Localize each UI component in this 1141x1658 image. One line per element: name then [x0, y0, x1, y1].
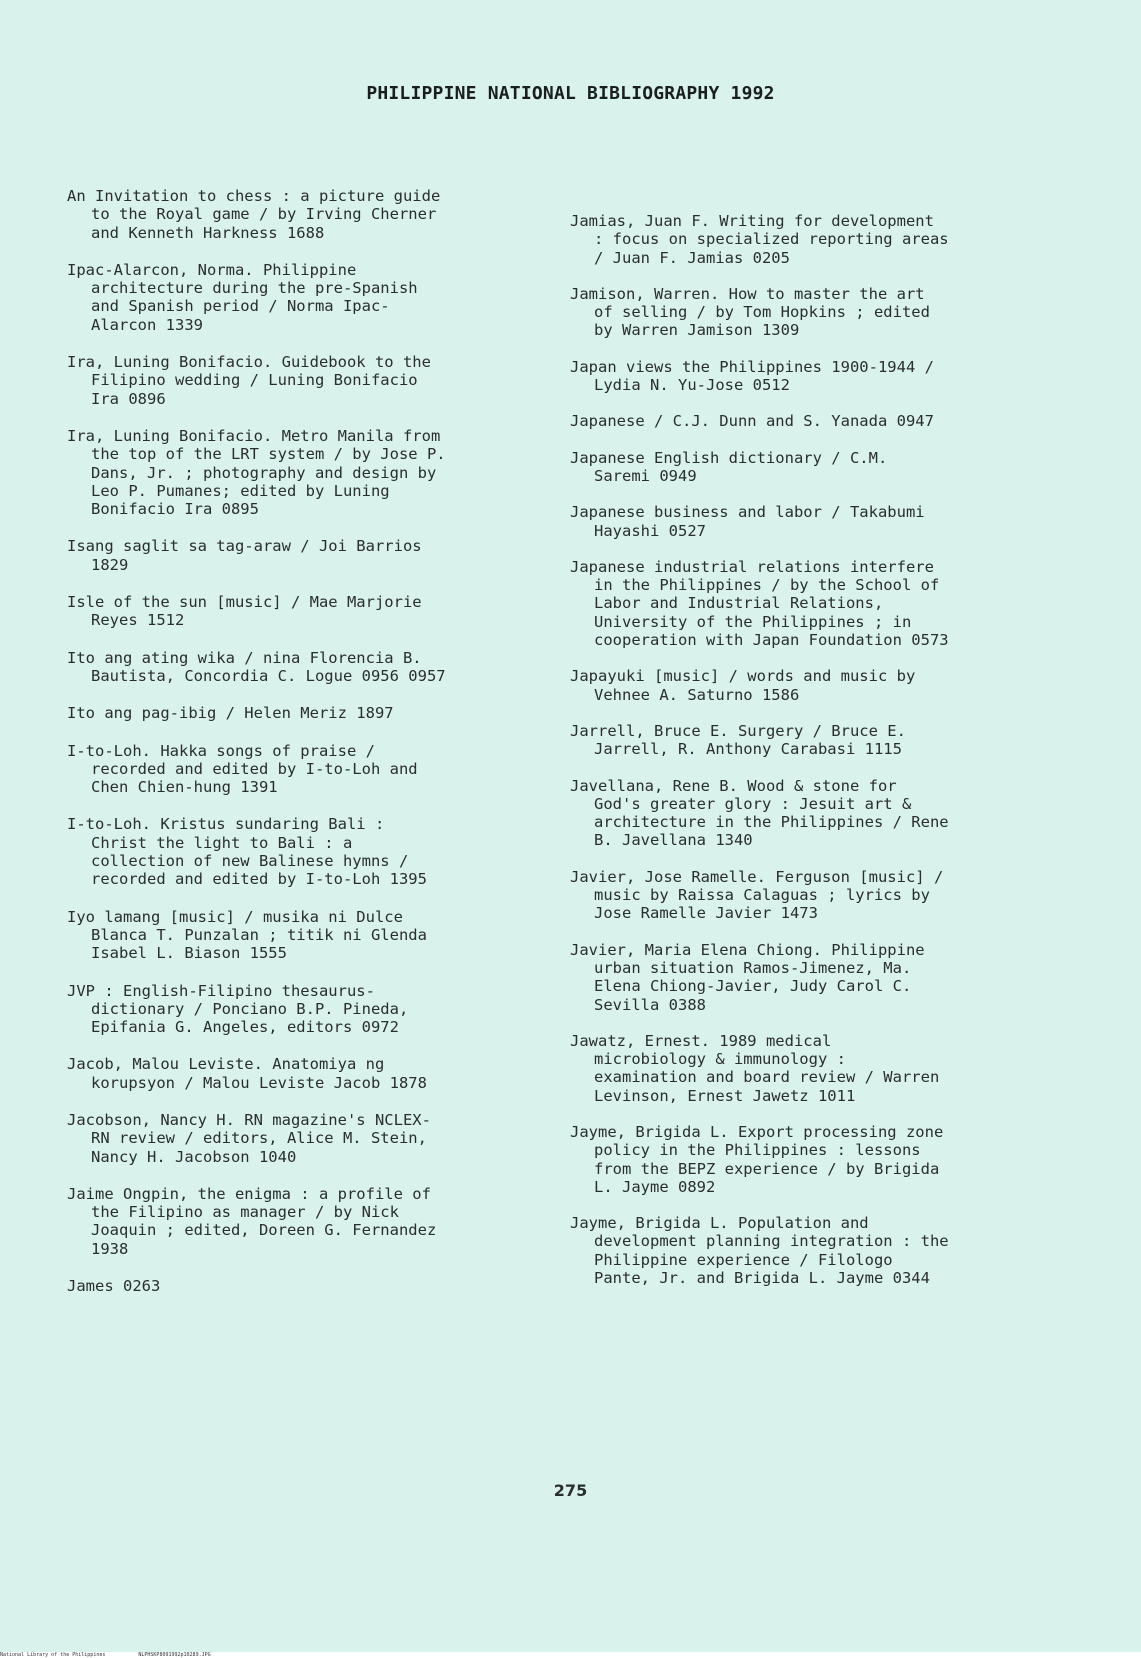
bibliography-entry: Jawatz, Ernest. 1989 medical microbiology & immunology : examination and board review / Warren Levinson, Ernest Jawetz 1011	[570, 1031, 940, 1105]
bibliography-entry: Japanese business and labor / Takabumi Hayashi 0527	[570, 503, 925, 540]
bibliography-entry: Jamison, Warren. How to master the art of selling / by Tom Hopkins ; edited by Warren Jamison 1309	[570, 284, 930, 340]
bibliography-entry: I-to-Loh. Kristus sundaring Bali : Christ the light to Bali : a collection of new Balinese hymns / recorded and edited by I-to-Loh 1395	[67, 815, 427, 889]
bibliography-entry: James 0263	[67, 1277, 161, 1296]
bibliography-entry: Japan views the Philippines 1900-1944 / Lydia N. Yu-Jose 0512	[570, 357, 934, 395]
left-column	[67, 187, 537, 1314]
bibliography-entry: Japanese / C.J. Dunn and S. Yanada 0947	[570, 412, 934, 431]
bibliography-entry: Isle of the sun [music] / Mae Marjorie Reyes 1512	[67, 593, 422, 630]
bibliography-entry: Ipac-Alarcon, Norma. Philippine architecture during the pre-Spanish and Spanish period / Norma Ipac- Alarcon 1339	[67, 260, 418, 334]
bibliography-entry: Ira, Luning Bonifacio. Metro Manila from the top of the LRT system / by Jose P. Dans, Jr. ; photography and design by Leo P. Pumanes; edited by Luning Bonifacio Ira 0895	[67, 426, 446, 519]
page-number: 275	[553, 1481, 588, 1500]
bibliography-entry: Jamias, Juan F. Writing for development : focus on specialized reporting areas / Juan F. Jamias 0205	[570, 212, 949, 267]
right-column	[570, 212, 1050, 1305]
bibliography-entry: Japanese industrial relations interfere in the Philippines / by the School of Labor and Industrial Relations, University of the Philippines ; in cooperation with Japan Foundation 0573	[570, 557, 949, 650]
bibliography-entry: JVP : English-Filipino thesaurus- dictionary / Ponciano B.P. Pineda, Epifania G. Angeles, editors 0972	[67, 981, 409, 1037]
bibliography-entry: Ito ang pag-ibig / Helen Meriz 1897	[67, 704, 394, 723]
bibliography-entry: Javier, Maria Elena Chiong. Philippine urban situation Ramos-Jimenez, Ma. Elena Chiong-Javier, Judy Carol C. Sevilla 0388	[570, 940, 925, 1014]
bibliography-entry: Jarrell, Bruce E. Surgery / Bruce E. Jarrell, R. Anthony Carabasi 1115	[570, 721, 906, 759]
scan-footer	[0, 1652, 1141, 1658]
bibliography-entry: Jacobson, Nancy H. RN magazine's NCLEX- RN review / editors, Alice M. Stein, Nancy H. Jacobson 1040	[67, 1110, 431, 1166]
bibliography-entry: I-to-Loh. Hakka songs of praise / recorded and edited by I-to-Loh and Chen Chien-hung 1391	[67, 741, 418, 797]
bibliography-entry: Jaime Ongpin, the enigma : a profile of the Filipino as manager / by Nick Joaquin ; edited, Doreen G. Fernandez 1938	[67, 1184, 437, 1258]
bibliography-entry: Ito ang ating wika / nina Florencia B. Bautista, Concordia C. Logue 0956 0957	[67, 648, 446, 685]
bibliography-entry: Jayme, Brigida L. Population and development planning integration : the Philippine experience / Filologo Pante, Jr. and Brigida L. Jayme 0344	[570, 1214, 949, 1288]
bibliography-entry: Iyo lamang [music] / musika ni Dulce Blanca T. Punzalan ; titik ni Glenda Isabel L. Biason 1555	[67, 907, 427, 963]
bibliography-entry: Ira, Luning Bonifacio. Guidebook to the Filipino wedding / Luning Bonifacio Ira 0896	[67, 353, 431, 408]
bibliography-entry: Javellana, Rene B. Wood & stone for God's greater glory : Jesuit art & architecture in the Philippines / Rene B. Javellana 1340	[570, 776, 949, 850]
bibliography-entry: Japayuki [music] / words and music by Vehnee A. Saturno 1586	[570, 667, 916, 704]
bibliography-entry: Isang saglit sa tag-araw / Joi Barrios 1829	[67, 537, 422, 574]
library-credit: National Library of the Philippines	[0, 1652, 106, 1658]
bibliography-entry: Jacob, Malou Leviste. Anatomiya ng korupsyon / Malou Leviste Jacob 1878	[67, 1055, 427, 1092]
bibliography-entry: An Invitation to chess : a picture guide to the Royal game / by Irving Cherner and Kenneth Harkness 1688	[67, 187, 441, 242]
bibliography-entry: Japanese English dictionary / C.M. Saremi 0949	[570, 448, 888, 485]
bibliography-entry: Jayme, Brigida L. Export processing zone policy in the Philippines : lessons from the BEPZ experience / by Brigida L. Jayme 0892	[570, 1122, 944, 1196]
page-title: PHILIPPINE NATIONAL BIBLIOGRAPHY 1992	[366, 83, 775, 104]
file-id: NLPHSKP8091992p10289.JPG	[138, 1652, 211, 1658]
bibliography-entry: Javier, Jose Ramelle. Ferguson [music] / music by Raissa Calaguas ; lyrics by Jose Ramelle Javier 1473	[570, 867, 944, 923]
